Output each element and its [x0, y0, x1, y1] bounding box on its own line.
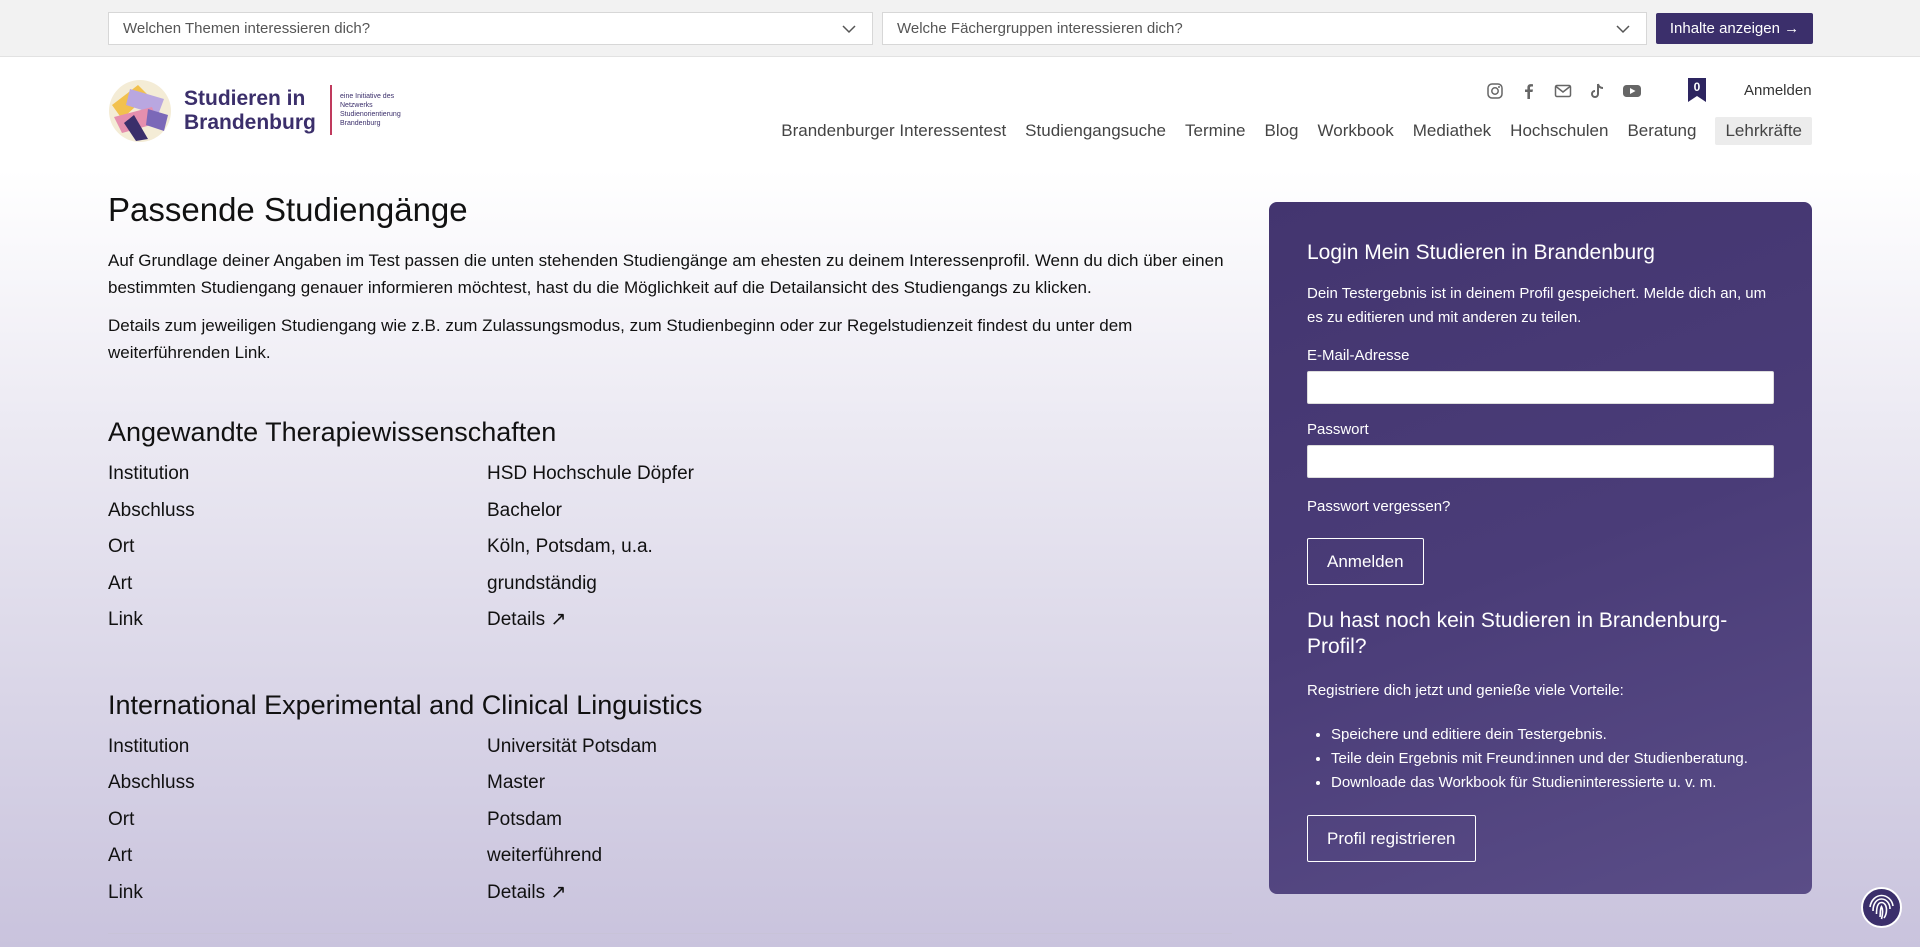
faecher-select-label: Welche Fächergruppen interessieren dich? — [897, 20, 1183, 37]
logo-tagline-3: Studienorientierung — [340, 111, 401, 118]
chevron-down-icon — [1616, 24, 1630, 34]
logo-divider — [330, 85, 332, 135]
logo-wordmark — [184, 87, 316, 135]
label-institution: Institution — [108, 463, 190, 484]
details-link[interactable]: Details ↗ — [487, 609, 567, 630]
social-links — [1486, 82, 1656, 100]
password-label: Passwort — [1307, 421, 1369, 438]
themes-select[interactable] — [108, 12, 873, 45]
list-item: • Downloade das Workbook für Studieninteressierte u. v. m. — [1331, 771, 1774, 795]
register-text: Registriere dich jetzt und genieße viele Vorteile: — [1307, 682, 1624, 699]
label-art: Art — [108, 845, 133, 866]
header-login-link[interactable]: Anmelden — [1744, 82, 1812, 99]
page-title: Passende Studiengänge — [108, 191, 468, 228]
logo-tagline — [340, 92, 401, 128]
logo-tagline-4: Brandenburg — [340, 120, 381, 127]
chevron-down-icon — [842, 24, 856, 34]
logo-line-2: Brandenburg — [184, 111, 316, 134]
nav-mediathek[interactable]: Mediathek — [1412, 121, 1492, 140]
course-row-art — [108, 566, 1233, 603]
mail-icon[interactable] — [1554, 82, 1588, 100]
value-art: grundständig — [487, 572, 597, 594]
label-ort: Ort — [108, 808, 135, 830]
label-ort: Ort — [108, 536, 135, 557]
intro-paragraph-1: Auf Grundlage deiner Angaben im Test passen die unten stehenden Studiengänge am ehesten zu deinem Interessenprofil. Wenn du dich über einen bestimmten Studiengang genauer informieren möchtest, hast du die Möglichkeit auf die Detailansicht des Studiengangs zu klicken. — [108, 251, 1224, 297]
login-button[interactable]: Anmelden — [1307, 538, 1424, 585]
value-abschluss: Master — [487, 772, 546, 793]
course-row-abschluss — [108, 493, 1233, 530]
filter-bar — [0, 0, 1920, 57]
logo-line-1: Studieren in — [184, 87, 306, 110]
login-card — [1269, 202, 1812, 894]
label-art: Art — [108, 572, 133, 594]
details-link[interactable]: Details ↗ — [487, 881, 567, 903]
course-row-link — [108, 875, 1233, 912]
course-row-ort — [108, 529, 1233, 566]
course-card — [108, 689, 1233, 912]
benefits-list — [1307, 723, 1774, 795]
site-logo[interactable] — [108, 78, 418, 146]
results-content — [108, 190, 1233, 911]
nav-studiengangsuche[interactable]: Studiengangsuche — [1025, 121, 1167, 140]
forgot-password-link[interactable]: Passwort vergessen? — [1307, 498, 1451, 515]
logo-mark-icon — [108, 79, 172, 143]
label-abschluss: Abschluss — [108, 499, 195, 521]
themes-select-label: Welchen Themen interessieren dich? — [123, 20, 371, 37]
label-institution: Institution — [108, 735, 190, 757]
list-item: • Speichere und editiere dein Testergebnis. — [1331, 723, 1774, 747]
tiktok-icon[interactable] — [1588, 82, 1622, 100]
value-ort: Potsdam — [487, 808, 562, 830]
fingerprint-icon — [1863, 889, 1900, 926]
instagram-icon[interactable] — [1486, 82, 1520, 100]
list-item: • Teile dein Ergebnis mit Freund:innen und der Studienberatung. — [1331, 747, 1774, 771]
course-row-institution — [108, 456, 1233, 493]
logo-tagline-2: Netzwerks — [340, 102, 373, 109]
nav-interessentest[interactable]: Brandenburger Interessentest — [781, 121, 1007, 140]
fingerprint-button[interactable] — [1861, 887, 1902, 928]
course-row-abschluss — [108, 765, 1233, 802]
show-content-button[interactable]: Inhalte anzeigen → — [1656, 13, 1813, 44]
nav-termine[interactable]: Termine — [1185, 121, 1246, 140]
label-link: Link — [108, 609, 143, 630]
nav-blog[interactable]: Blog — [1264, 121, 1299, 140]
value-ort: Köln, Potsdam, u.a. — [487, 536, 653, 557]
register-title: Du hast noch kein Studieren in Brandenburg-Profil? — [1307, 609, 1728, 658]
password-field[interactable] — [1307, 445, 1774, 478]
nav-lehrkraefte[interactable]: Lehrkräfte — [1715, 117, 1812, 145]
value-art: weiterführend — [487, 845, 603, 866]
course-row-art — [108, 838, 1233, 875]
course-title: International Experimental and Clinical Linguistics — [108, 689, 703, 720]
course-card — [108, 416, 1233, 639]
bookmark-count: 0 — [1693, 80, 1701, 94]
course-title: Angewandte Therapiewissenschaften — [108, 417, 557, 447]
intro-paragraph-2: Details zum jeweiligen Studiengang wie z.B. zum Zulassungsmodus, zum Studienbeginn oder zur Regelstudienzeit findest du unter dem weiterführenden Link. — [108, 316, 1133, 362]
course-row-link — [108, 602, 1233, 639]
value-institution: Universität Potsdam — [487, 735, 658, 757]
course-row-institution — [108, 729, 1233, 766]
nav-hochschulen[interactable]: Hochschulen — [1510, 121, 1609, 140]
content-divider — [108, 933, 1232, 934]
login-card-text: Dein Testergebnis ist in deinem Profil gespeichert. Melde dich an, um es zu editieren und mit anderen zu teilen. — [1307, 285, 1767, 326]
faecher-select[interactable] — [882, 12, 1647, 45]
nav-workbook[interactable]: Workbook — [1317, 121, 1394, 140]
register-button[interactable]: Profil registrieren — [1307, 815, 1476, 862]
label-link: Link — [108, 881, 143, 903]
value-institution: HSD Hochschule Döpfer — [487, 463, 694, 484]
email-label: E-Mail-Adresse — [1307, 347, 1410, 364]
value-abschluss: Bachelor — [487, 499, 562, 521]
main-navigation — [762, 117, 1812, 145]
facebook-icon[interactable] — [1520, 82, 1554, 100]
youtube-icon[interactable] — [1622, 82, 1656, 100]
nav-beratung[interactable]: Beratung — [1627, 121, 1697, 140]
label-abschluss: Abschluss — [108, 772, 195, 793]
login-card-title: Login Mein Studieren in Brandenburg — [1307, 241, 1655, 264]
course-row-ort — [108, 802, 1233, 839]
email-field[interactable] — [1307, 371, 1774, 404]
logo-tagline-1: eine Initiative des — [340, 93, 395, 100]
